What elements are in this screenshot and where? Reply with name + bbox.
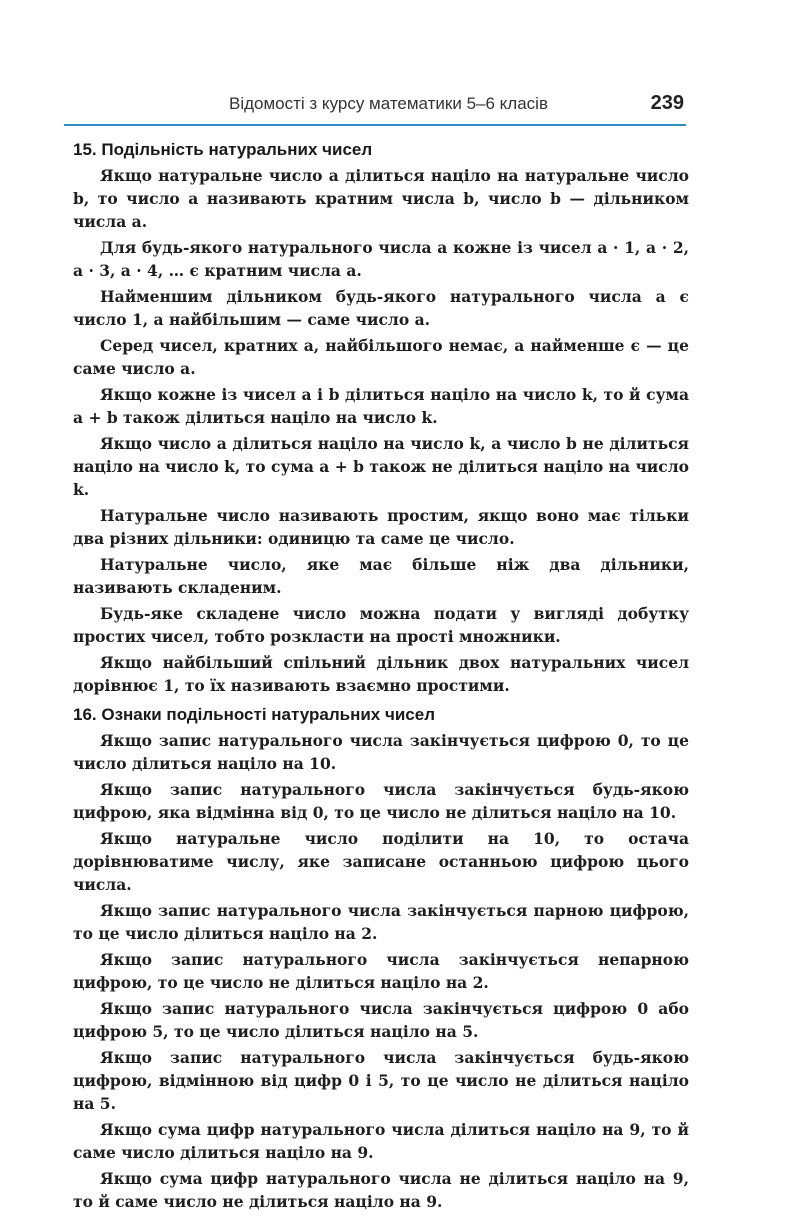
paragraph: Якщо кожне із чисел a і b ділиться націло на число k, то й сума a + b також ділиться націло на число k. <box>73 385 689 427</box>
paragraph: Якщо натуральне число поділити на 10, то остача дорівнюватиме числу, яке записане останньою цифрою цього числа. <box>73 829 689 894</box>
section-divisibility-rules <box>73 705 689 1213</box>
paragraph: Якщо сума цифр натурального числа не ділиться націло на 9, то й саме число не ділиться націло на 9. <box>73 1169 689 1211</box>
page-content <box>73 140 689 1221</box>
paragraph: Якщо запис натурального числа закінчується будь-якою цифрою, яка відмінна від 0, то це число не ділиться націло на 10. <box>73 780 689 822</box>
paragraph: Якщо запис натурального числа закінчується парною цифрою, то це число ділиться націло на 2. <box>73 901 689 943</box>
paragraph: Якщо число a ділиться націло на число k, а число b не ділиться націло на число k, то сума a + b також не ділиться націло на число k. <box>73 434 689 499</box>
section-title: 15. Подільність натуральних чисел <box>73 140 373 159</box>
paragraph: Якщо найбільший спільний дільник двох натуральних чисел дорівнює 1, то їх називають взаємно простими. <box>73 653 689 695</box>
paragraph: Якщо сума цифр натурального числа ділиться націло на 9, то й саме число ділиться націло на 9. <box>73 1120 689 1162</box>
paragraph: Натуральне число, яке має більше ніж два дільники, називають складеним. <box>73 555 689 597</box>
paragraph: Якщо запис натурального числа закінчується цифрою 0 або цифрою 5, то це число ділиться націло на 5. <box>73 999 689 1041</box>
paragraph: Натуральне число називають простим, якщо воно має тільки два різних дільники: одиницю та саме це число. <box>73 506 689 548</box>
paragraph: Найменшим дільником будь-якого натурального числа a є число 1, а найбільшим — саме число a. <box>73 287 689 329</box>
paragraph: Якщо запис натурального числа закінчується цифрою 0, то це число ділиться націло на 10. <box>73 731 689 773</box>
page-number: 239 <box>650 92 684 114</box>
paragraph: Серед чисел, кратних a, найбільшого немає, а найменше є — це саме число a. <box>73 336 689 378</box>
section-divisibility <box>73 140 689 697</box>
paragraph: Будь-яке складене число можна подати у вигляді добутку простих чисел, тобто розкласти на прості множники. <box>73 604 689 646</box>
paragraph: Якщо натуральне число a ділиться націло на натуральне число b, то число a називають кратним числа b, число b — дільником числа a. <box>73 166 689 231</box>
running-title: Відомості з курсу математики 5–6 класів <box>229 94 548 113</box>
paragraph: Якщо запис натурального числа закінчується непарною цифрою, то це число не ділиться націло на 2. <box>73 950 689 992</box>
paragraph: Якщо запис натурального числа закінчується будь-якою цифрою, відмінною від цифр 0 і 5, то це число не ділиться націло на 5. <box>73 1048 689 1113</box>
page-header <box>64 92 686 126</box>
section-title: 16. Ознаки подільності натуральних чисел <box>73 705 435 724</box>
paragraph: Для будь-якого натурального числа a кожне із чисел a · 1, a · 2, a · 3, a · 4, … є кратним числа a. <box>73 238 689 280</box>
